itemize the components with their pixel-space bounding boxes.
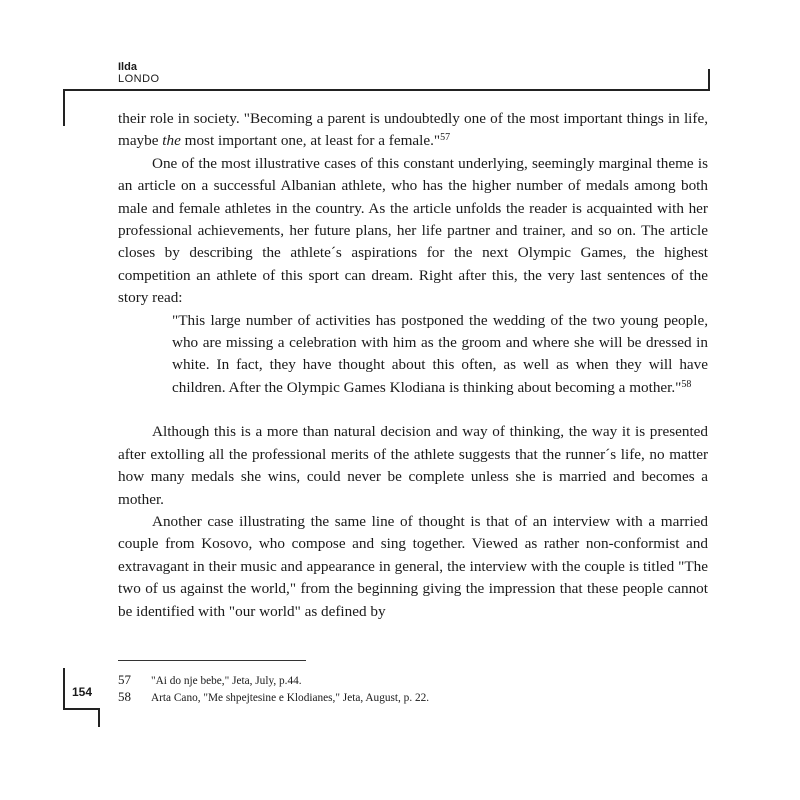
page-bracket-left [63, 668, 65, 710]
header-rule-horizontal [63, 89, 710, 91]
page-bracket-bottom [63, 708, 100, 710]
footnote-text: "Ai do nje bebe," Jeta, July, p.44. [151, 675, 302, 687]
paragraph-athlete: One of the most illustrative cases of this constant underlying, seemingly marginal theme is an article on a successful Albanian athlete, who has the higher number of medals among both male and female athletes in the country. As the article unfolds the reader is acquainted with her professional achievements, her future plans, her life partner and trainer, and so on. The article closes by describing the athlete´s aspirations for the next Olympic Games, the highest competition an athlete of this sport can dream. Right after this, the very last sentences of the story read: [118, 154, 708, 307]
page-number: 154 [72, 685, 93, 699]
footnote-number: 57 [118, 672, 131, 687]
footnote-separator [118, 660, 306, 661]
body-text [118, 108, 708, 623]
paragraph-natural-decision: Although this is a more than natural decision and way of thinking, the way it is presented after extolling all the professional merits of the athlete suggests that the runner´s life, no matter how many medals she wins, could never be complete unless she is married and becomes a mother. [118, 423, 708, 508]
header-rule-left-tick [63, 89, 65, 126]
header-author-first: Ilda [118, 61, 137, 73]
header-rule-right-tick [708, 69, 710, 91]
paragraph-continued: their role in society. "Becoming a parent is undoubtedly one of the most important things in life, maybe the most important one, at least for a female."$^{57}$ [118, 110, 708, 150]
footnote-text: Arta Cano, "Me shpejtesine e Klodianes," Jeta, August, p. 22. [151, 692, 430, 704]
header-author-last: LONDO [118, 73, 160, 85]
footnote-57 [118, 673, 302, 688]
footnote-number: 58 [118, 689, 131, 704]
emphasis-the: the [162, 132, 181, 150]
paragraph-kosovo-couple: Another case illustrating the same line of thought is that of an interview with a married couple from Kosovo, who compose and sing together. Viewed as rather non-conformist and extravagant in their music and appearance in general, the interview with the couple is titled "The two of us against the world," from the beginning giving the impression that these people cannot be identified with "our world" as defined by [118, 512, 708, 620]
footnote-58 [118, 690, 429, 705]
block-quote: "This large number of activities has postponed the wedding of the two young people, who are missing a celebration with him as the groom and where she will be dressed in white. In fact, they have thought about this often, as well as when they will have children. After the Olympic Games Klodiana is thinking about becoming a mother."$^{58}$ [172, 311, 708, 396]
page-bracket-right [98, 708, 100, 727]
footnote-ref-58: 58 [681, 378, 692, 390]
footnote-ref-57: 57 [440, 132, 451, 144]
